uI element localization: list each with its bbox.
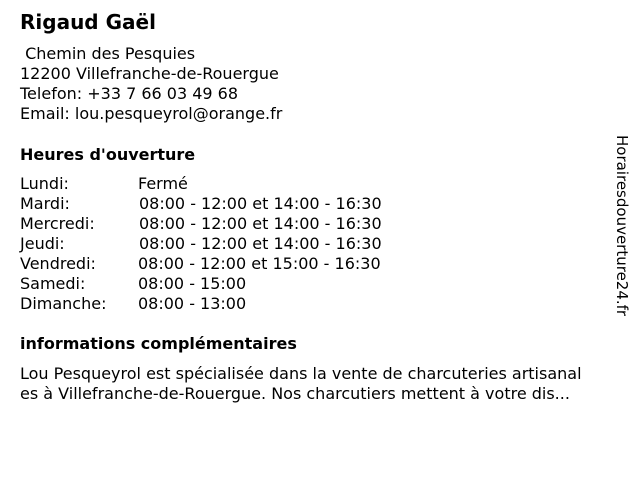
email-address: Email: lou.pesqueyrol@orange.fr xyxy=(20,104,283,123)
opening-hours-heading: Heures d'ouverture xyxy=(20,145,196,164)
day-label: Jeudi: xyxy=(20,234,65,253)
day-label: Lundi: xyxy=(20,174,69,193)
business-name: Rigaud Gaël xyxy=(20,10,156,34)
contact-block xyxy=(20,44,282,124)
city-postcode: 12200 Villefranche-de-Rouergue xyxy=(20,64,279,83)
day-label: Mardi: xyxy=(20,194,70,213)
additional-info-heading: informations complémentaires xyxy=(20,334,297,353)
hours-value: 08:00 - 13:00 xyxy=(138,294,247,313)
day-label: Samedi: xyxy=(20,274,86,293)
hours-value: Fermé xyxy=(138,174,188,193)
business-description xyxy=(20,364,625,404)
hours-value: 08:00 - 12:00 et 14:00 - 16:30 xyxy=(139,214,382,233)
hours-value: 08:00 - 12:00 et 15:00 - 16:30 xyxy=(138,254,381,273)
hours-value: 08:00 - 12:00 et 14:00 - 16:30 xyxy=(139,194,382,213)
hours-value: 08:00 - 15:00 xyxy=(138,274,247,293)
description-line: es à Villefranche-de-Rouergue. Nos charcutiers mettent à votre dis... xyxy=(20,384,570,403)
street-address: Chemin des Pesquies xyxy=(20,44,196,63)
hours-value: 08:00 - 12:00 et 14:00 - 16:30 xyxy=(139,234,382,253)
site-watermark: Horairesdouverture24.fr xyxy=(613,135,631,317)
day-label: Dimanche: xyxy=(20,294,107,313)
phone-number: Telefon: +33 7 66 03 49 68 xyxy=(20,84,239,103)
day-label: Mercredi: xyxy=(20,214,95,233)
description-line: Lou Pesqueyrol est spécialisée dans la vente de charcuteries artisanal xyxy=(20,364,582,383)
day-label: Vendredi: xyxy=(20,254,96,273)
